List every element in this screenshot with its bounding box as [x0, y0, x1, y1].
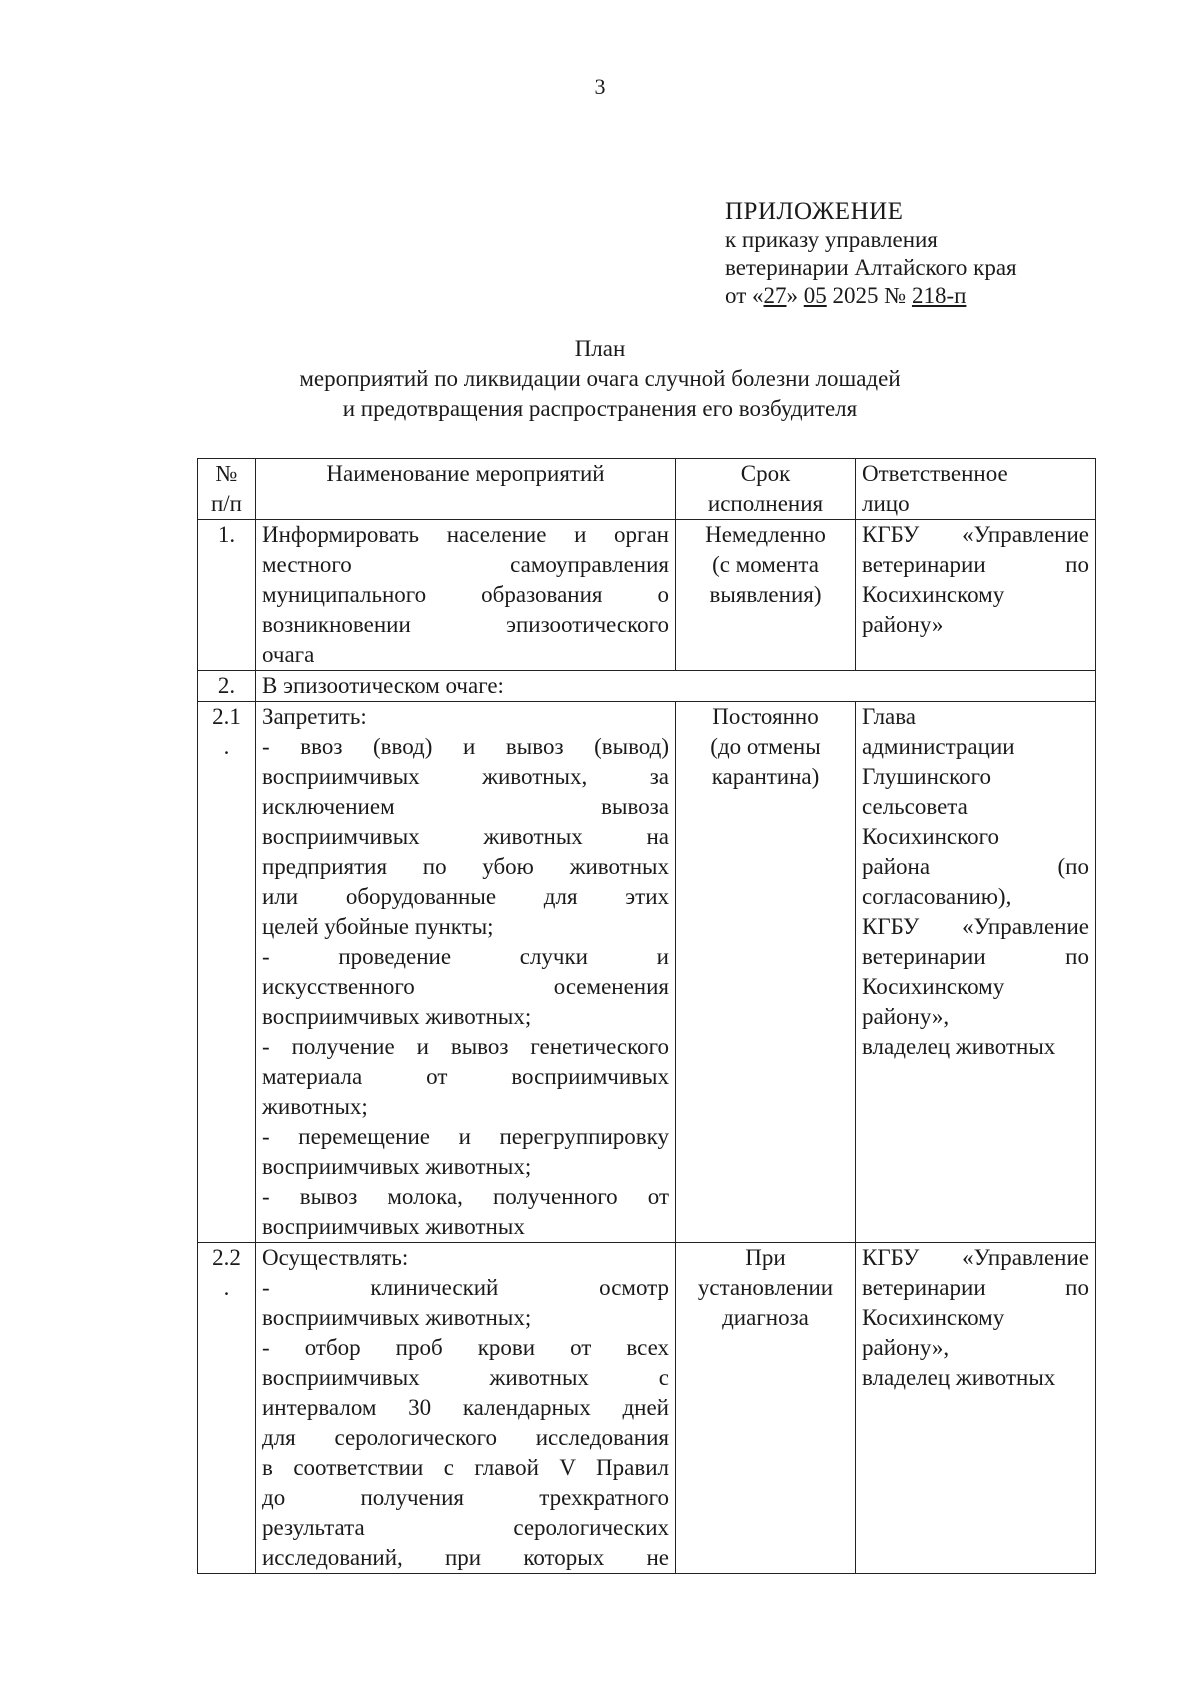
table-row [198, 520, 1096, 671]
order-number: 218-п [911, 283, 967, 308]
header-term: Срок исполнения [676, 459, 856, 520]
appendix-line-2: ветеринарии Алтайского края [725, 255, 1017, 280]
row-responsible: КГБУ «Управление ветеринарии по Косихинскому району», владелец животных [856, 1243, 1096, 1574]
date-mid: » [786, 283, 804, 308]
row-action: Осуществлять: - клинический осмотр восприимчивых животных; - отбор проб крови от всех восприимчивых животных с интервалом 30 календарных дней для серологического исследования в соответствии с главой V Правил до получения трехкратного результата серологических исследований, при которых не [256, 1243, 676, 1574]
table-row [198, 702, 1096, 1243]
table-row [198, 1243, 1096, 1574]
row-action: В эпизоотическом очаге: [256, 671, 1096, 702]
page-number: 3 [594, 74, 606, 99]
row-term: При установлении диагноза [676, 1243, 856, 1574]
row-number: 2.2 . [198, 1243, 256, 1574]
appendix-block [725, 198, 1017, 310]
row-responsible: Глава администрации Глушинского сельсовета Косихинского района (по согласованию), КГБУ «Управление ветеринарии по Косихинскому району», владелец животных [856, 702, 1096, 1243]
table-header-row [198, 459, 1096, 520]
plan-title-line-2: мероприятий по ликвидации очага случной болезни лошадей [299, 366, 901, 391]
appendix-heading: ПРИЛОЖЕНИЕ [725, 198, 904, 225]
date-prefix: от « [725, 283, 764, 308]
row-action: Информировать население и орган местного самоуправления муниципального образования о возникновении эпизоотического очага [256, 520, 676, 671]
date-year: 2025 № [826, 283, 912, 308]
plan-table [197, 458, 1096, 1574]
plan-title-line-1: План [574, 336, 626, 361]
header-responsible: Ответственное лицо [856, 459, 1096, 520]
row-responsible: КГБУ «Управление ветеринарии по Косихинскому району» [856, 520, 1096, 671]
header-num: № п/п [198, 459, 256, 520]
row-number: 1. [198, 520, 256, 671]
row-term: Немедленно (с момента выявления) [676, 520, 856, 671]
row-number: 2. [198, 671, 256, 702]
plan-title [0, 334, 1200, 424]
row-action: Запретить: - ввоз (ввод) и вывоз (вывод) восприимчивых животных, за исключением вывоза восприимчивых животных на предприятия по убою животных или оборудованные для этих целей убойные пункты; - проведение случки и искусственного осеменения восприимчивых животных; - получение и вывоз генетического материала от восприимчивых животных; - перемещение и перегруппировку восприимчивых животных; - вывоз молока, полученного от восприимчивых животных [256, 702, 676, 1243]
plan-title-line-3: и предотвращения распространения его возбудителя [342, 396, 858, 421]
appendix-line-1: к приказу управления [725, 227, 938, 252]
date-month: 05 [803, 283, 827, 308]
table-row [198, 671, 1096, 702]
row-number: 2.1 . [198, 702, 256, 1243]
header-name: Наименование мероприятий [256, 459, 676, 520]
row-term: Постоянно (до отмены карантина) [676, 702, 856, 1243]
appendix-date-line [725, 282, 1017, 310]
date-day: 27 [763, 283, 787, 308]
